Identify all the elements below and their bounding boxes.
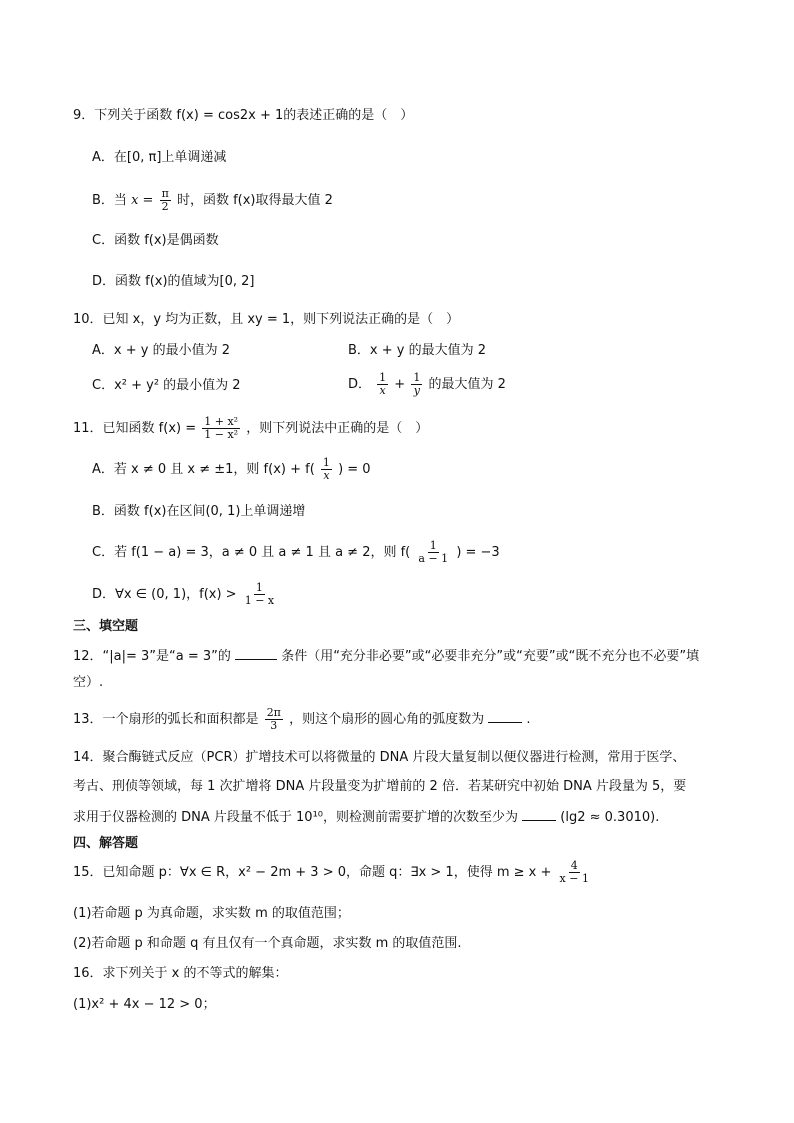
q11-stem-denominator: 1 − x²	[204, 428, 239, 441]
q11-option-a-fraction	[321, 457, 332, 482]
q10-option-d-prefix: D．	[348, 377, 372, 392]
q9-option-b-x: x =	[131, 193, 154, 208]
q13-denominator: 3	[270, 719, 278, 732]
q10-option-d-numerator-2: 1	[413, 371, 421, 384]
q11-stem	[73, 414, 428, 444]
q15-stem-prefix: 15．已知命题 p：∀x ∈ R，x² − 2m + 3 > 0，命题 q：∃x > 1，使得 m ≥ x +	[73, 865, 552, 880]
q11-stem-numerator: 1 + x²	[204, 415, 239, 428]
q14-line-2: 考古、刑侦等领域，每 1 次扩增将 DNA 片段量变为扩增前的 2 倍．若某研究中初始 DNA 片段量为 5，要	[73, 779, 687, 794]
q11-option-c-suffix: ) = −3	[456, 545, 500, 560]
q12-answer-blank[interactable]	[235, 645, 277, 660]
q10-option-c: C．x² + y² 的最小值为 2	[92, 378, 241, 393]
q13-end: .	[526, 712, 531, 727]
q9-option-b-suffix: 时，函数 f(x)取得最大值 2	[176, 193, 333, 208]
q14-line-3-prefix: 求用于仪器检测的 DNA 片段量不低于 10¹⁰，则检测前需要扩增的次数至少为	[73, 810, 518, 825]
q9-option-b-prefix: B．当	[92, 193, 127, 208]
q9-option-b-denominator: 2	[161, 200, 169, 213]
q11-option-c-denominator: a − 1	[418, 552, 449, 565]
q12-line-1	[73, 645, 699, 667]
q9-option-b-fraction	[160, 188, 171, 213]
q9-option-a: A．在[0, π]上单调递减	[92, 150, 227, 165]
q11-option-d	[92, 580, 278, 610]
q16-part-1: (1)x² + 4x − 12 > 0；	[73, 997, 216, 1012]
q11-stem-suffix: ，则下列说法中正确的是（ ）	[246, 421, 429, 436]
q10-option-d-plus: +	[394, 377, 406, 392]
q9-option-b-numerator: π	[161, 187, 169, 200]
q11-stem-prefix: 11．已知函数 f(x) =	[73, 421, 197, 436]
q9-option-b	[92, 188, 333, 214]
section-4-heading: 四、解答题	[73, 836, 139, 851]
q10-option-d-denominator-2: y	[413, 384, 420, 397]
q11-option-a-numerator: 1	[322, 456, 330, 469]
q13	[73, 705, 531, 735]
q11-option-c-numerator: 1	[429, 539, 437, 552]
q10-option-d-denominator-1: x	[379, 384, 386, 397]
q15-stem-numerator: 4	[570, 859, 578, 872]
section-3-heading: 三、填空题	[73, 619, 139, 634]
q10-option-d-fraction-1	[377, 372, 388, 397]
q9-option-c: C．函数 f(x)是偶函数	[92, 233, 219, 248]
q12-line-2: 空）.	[73, 675, 104, 690]
q11-option-d-numerator: 1	[255, 581, 263, 594]
q15-part-1: (1)若命题 p 为真命题，求实数 m 的取值范围；	[73, 906, 350, 921]
q11-option-d-fraction	[243, 582, 276, 607]
q14-line-1: 14．聚合酶链式反应（PCR）扩增技术可以将微量的 DNA 片段大量复制以便仪器进行检测，常用于医学、	[73, 750, 686, 765]
q11-option-c-prefix: C．若 f(1 − a) = 3，a ≠ 0 且 a ≠ 1 且 a ≠ 2，则 f(	[92, 545, 411, 560]
q13-numerator: 2π	[266, 706, 281, 719]
q10-option-d	[348, 370, 506, 400]
q11-stem-fraction	[202, 416, 240, 441]
q11-option-b: B．函数 f(x)在区间(0, 1)上单调递增	[92, 504, 306, 519]
q11-option-d-denominator: 1 − x	[244, 594, 275, 607]
q10-stem: 10．已知 x，y 均为正数，且 xy = 1，则下列说法正确的是（ ）	[73, 312, 460, 327]
q12-prefix: 12．“|a|= 3”是“a = 3”的	[73, 649, 231, 664]
q14-line-3-suffix: (lg2 ≈ 0.3010).	[560, 810, 660, 825]
q14-answer-blank[interactable]	[522, 806, 556, 821]
q10-option-b: B．x + y 的最大值为 2	[348, 343, 486, 358]
q15-stem	[73, 858, 593, 888]
q13-fraction	[265, 707, 283, 732]
q14-line-3	[73, 806, 659, 828]
q10-option-a: A．x + y 的最小值为 2	[92, 343, 230, 358]
q11-option-a-denominator: x	[323, 469, 330, 482]
q16-stem: 16．求下列关于 x 的不等式的解集：	[73, 966, 288, 981]
q12-suffix: 条件（用“充分非必要”或“必要非充分”或“充要”或“既不充分也不必要”填	[281, 649, 700, 664]
q15-part-2: (2)若命题 p 和命题 q 有且仅有一个真命题，求实数 m 的取值范围.	[73, 936, 462, 951]
q11-option-a	[92, 455, 371, 485]
q11-option-a-suffix: ) = 0	[338, 462, 371, 477]
q9-stem: 9．下列关于函数 f(x) = cos2x + 1的表述正确的是（ ）	[73, 108, 414, 123]
q13-answer-blank[interactable]	[488, 708, 522, 723]
q15-stem-denominator: x − 1	[559, 872, 589, 885]
q9-option-d: D．函数 f(x)的值域为[0, 2]	[92, 274, 255, 289]
q15-stem-fraction	[558, 860, 591, 885]
q10-option-d-fraction-2	[411, 372, 422, 397]
q13-suffix: ，则这个扇形的圆心角的弧度数为	[289, 712, 485, 727]
q10-option-d-numerator-1: 1	[379, 371, 387, 384]
q11-option-a-prefix: A．若 x ≠ 0 且 x ≠ ±1，则 f(x) + f(	[92, 462, 315, 477]
q13-prefix: 13．一个扇形的弧长和面积都是	[73, 712, 259, 727]
q10-option-d-suffix: 的最大值为 2	[428, 377, 506, 392]
q11-option-c	[92, 538, 500, 568]
q11-option-c-fraction	[416, 540, 450, 565]
q11-option-d-prefix: D．∀x ∈ (0, 1)，f(x) >	[92, 587, 237, 602]
